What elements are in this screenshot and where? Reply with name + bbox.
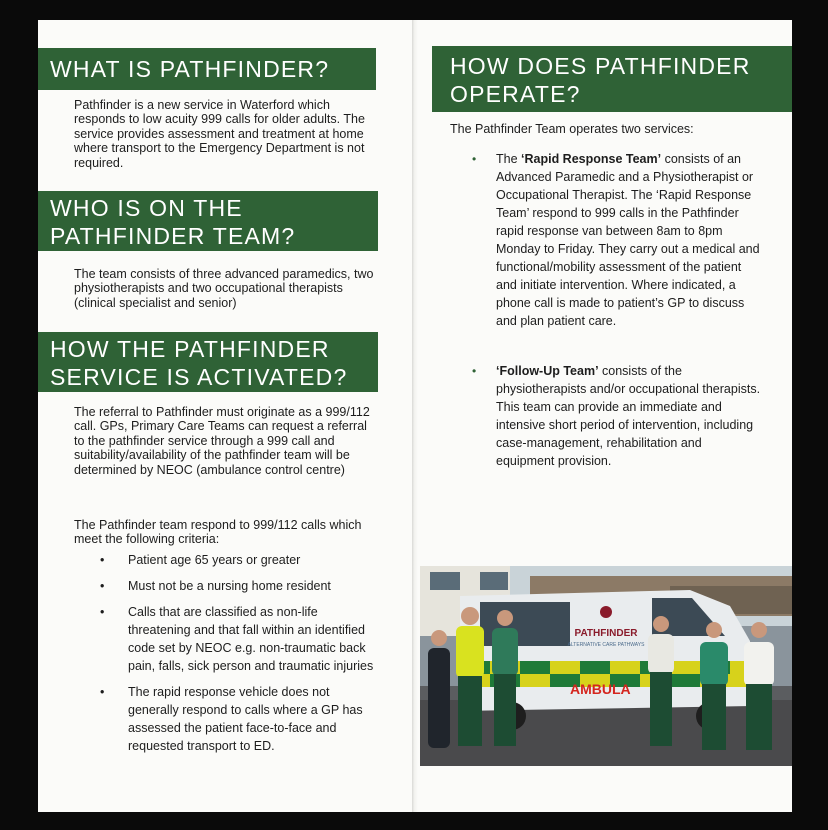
criteria-item [100,683,382,755]
service-name: ‘Follow-Up Team’ [496,364,599,378]
service-description: consists of the physiotherapists and/or occupational therapists. This team can provide an immediate and intensive short period of intervention, including case-management, rehabilitation and equipment provision. [496,364,761,468]
service-item-rapid-response [472,150,762,330]
operate-intro: The Pathfinder Team operates two services: [450,122,694,136]
criteria-text: The rapid response vehicle does not generally respond to calls where a GP has assessed the patient face-to-face and requested transport to ED. [128,685,363,753]
activated-heading [38,332,378,392]
services-list [472,150,762,470]
bullet-dot: • [100,579,105,593]
bullet-dot: • [472,364,477,378]
criteria-item [100,577,382,595]
service-description: consists of an Advanced Paramedic and a Physiotherapist or Occupational Therapist. The ‘Rapid Response Team’ respond to 999 calls in the Pathfinder rapid response van between 8am to 8pm Monday to Friday. They carry out a medical and functional/mobility assessment of the patient and initiate intervention. Where indicated, a phone call is made to patient’s GP to discuss and plan patient care. [496,152,760,328]
criteria-list [100,551,382,763]
van-subtitle-text: ALTERNATIVE CARE PATHWAYS [567,642,645,648]
who-body: The team consists of three advanced paramedics, two physiotherapists and two occupational therapists (clinical specialist and senior) [74,267,374,310]
who-heading-line1: WHO IS ON THE [50,195,243,221]
criteria-text: Patient age 65 years or greater [128,553,301,567]
team-photo [420,566,792,766]
who-heading [38,191,378,251]
van-logo-text: PATHFINDER [574,628,638,639]
criteria-text: Calls that are classified as non-life threatening and that fall within an identified code set by NEOC e.g. non-traumatic back pain, falls, sick person and traumatic injuries [128,605,374,673]
bullet-dot: • [100,553,105,567]
service-item-follow-up [472,362,762,470]
bullet-dot: • [100,605,105,619]
bullet-dot: • [100,685,105,699]
referral-body: The referral to Pathfinder must originate as a 999/112 call. GPs, Primary Care Teams can request a referral to the pathfinder service through a 999 call and suitability/availability of the pathfinder team will be determined by NEOC (ambulance control centre) [74,405,370,477]
criteria-text: Must not be a nursing home resident [128,579,331,593]
operate-heading-line1: HOW DOES PATHFINDER [450,53,751,79]
team-photo-illustration [420,566,792,766]
page-fold [412,20,418,812]
service-name: ‘Rapid Response Team’ [521,152,662,166]
operate-heading [432,46,792,112]
who-heading-line2: PATHFINDER TEAM? [50,223,296,249]
criteria-item [100,551,382,569]
what-heading-text: WHAT IS PATHFINDER? [50,56,330,82]
operate-heading-line2: OPERATE? [450,81,581,107]
bullet-dot: • [472,152,477,166]
service-prefix: The [496,152,522,166]
what-body: Pathfinder is a new service in Waterford which responds to low acuity 999 calls for older adults. The service provides assessment and treatment at home where transport to the Emergency Department is not required. [74,98,365,170]
criteria-intro: The Pathfinder team respond to 999/112 calls which meet the following criteria: [74,518,362,547]
activated-heading-line1: HOW THE PATHFINDER [50,336,330,362]
van-ambulance-text: AMBULA [570,681,631,697]
criteria-item [100,603,382,675]
activated-heading-line2: SERVICE IS ACTIVATED? [50,364,348,390]
what-heading [38,48,376,90]
